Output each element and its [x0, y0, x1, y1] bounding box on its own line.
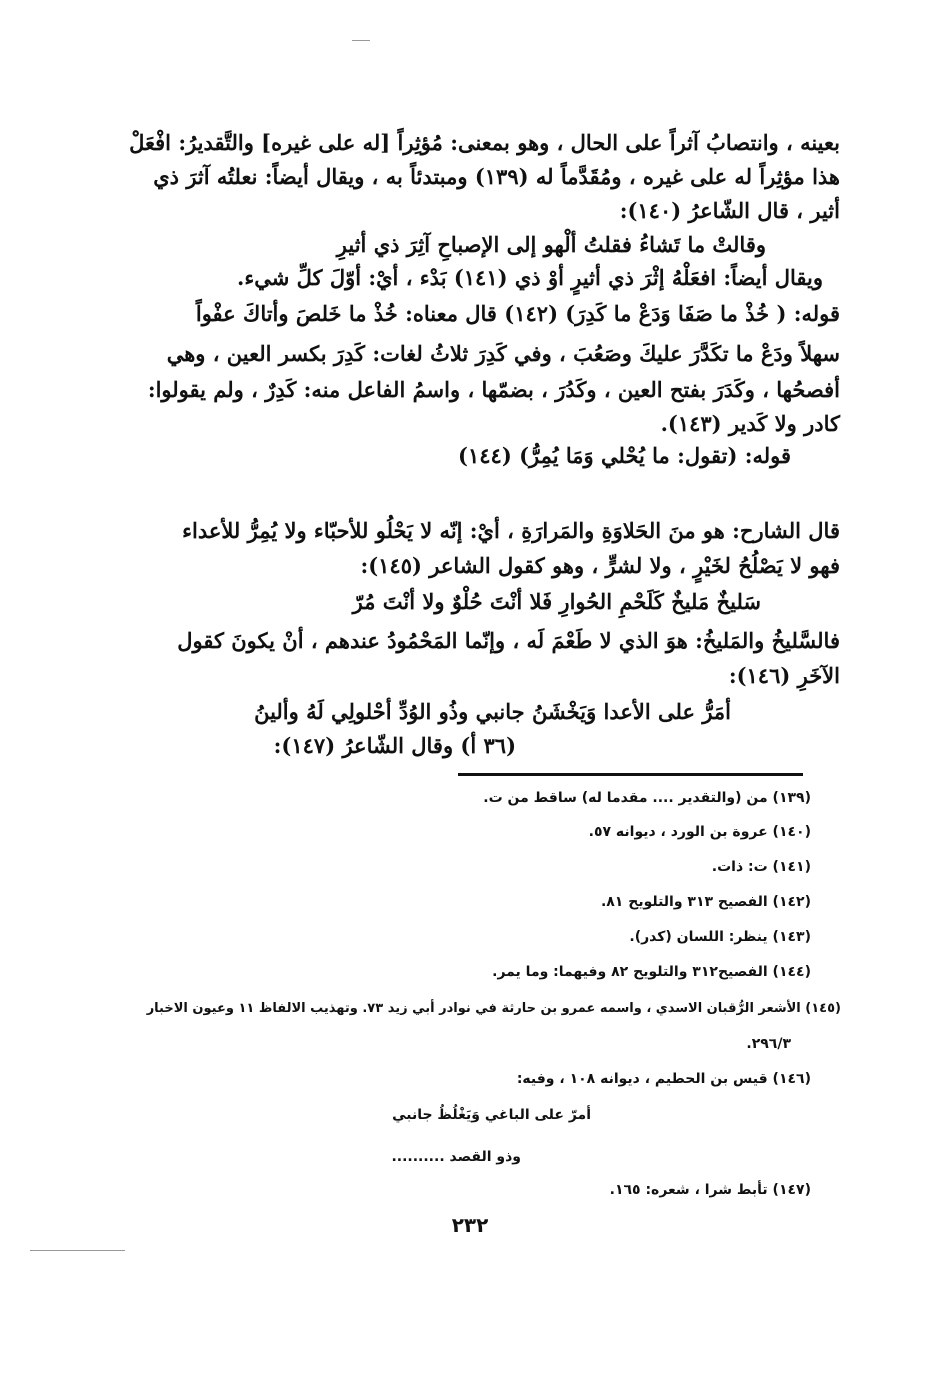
verse-2: سَليخٌ مَليخٌ كَلَحْمِ الحُوارِ فَلا أنْتَ حُلْوٌ ولا أنْتَ مُرّ: [352, 589, 761, 614]
text-line-15: الآخَرِ (١٤٦):: [728, 663, 840, 688]
footnote-146: (١٤٦) قيس بن الحطيم ، ديوانه ١٠٨ ، وفيه:: [516, 1071, 811, 1087]
text-line-3: أثير ، قال الشّاعرُ (١٤٠):: [619, 198, 840, 223]
footnote-139: (١٣٩) من (والتقدير .... مقدما له) ساقط من ت.: [483, 790, 811, 806]
scan-mark-top: [352, 40, 370, 41]
footnote-140: (١٤٠) عروة بن الورد ، ديوانه ٥٧.: [588, 824, 811, 840]
text-line-1: بعينه ، وانتصابُ آثراً على الحال ، وهو بمعنى: مُؤثِراً [له على غيره] والتَّقديرُ: افْعَلْ: [129, 130, 840, 155]
footnote-146-verse-1: أمرّ على الباغي وَيَغْلُظُ جانبي: [392, 1107, 591, 1123]
footnote-separator: [458, 773, 803, 776]
footnote-145: (١٤٥) الأشعر الرُّقبان الاسدي ، واسمه عمرو بن حارثة في نوادر أبي زيد ٧٣. وتهذيب الالفاظ ١١ وعيون الاخبار: [146, 1001, 841, 1016]
footnote-145-cont: ٢٩٦/٣.: [746, 1036, 791, 1052]
text-line-10: قوله: (تقول: ما يُحْلي وَمَا يُمِرُّ) (١٤٤): [458, 443, 791, 468]
page-number: ٢٣٢: [451, 1213, 489, 1237]
verse-1: وقالتْ ما تَشاءُ فقلتُ ألْهو إلى الإصباحِ آثِرَ ذي أثيرِ: [336, 232, 766, 257]
text-line-8: أفصحُها ، وكَدَرَ بفتح العين ، وكَدُرَ ، بضمّها ، واسمُ الفاعل منه: كَدِرٌ ، ولم يقولوا:: [147, 377, 840, 402]
scan-mark-bottom-left: [30, 1250, 125, 1251]
text-line-12: فهو لا يَصْلُحُ لخَيْرٍ ، ولا لشرٍّ ، وهو كقول الشاعر (١٤٥):: [360, 553, 840, 578]
text-line-9: كادر ولا كَدير (١٤٣).: [660, 411, 840, 436]
verse-3: أمَرُّ على الأعدا وَيَخْشَنُ جانبي وذُو الوُدِّ أحْلولِي لَهُ وألينُ: [254, 699, 731, 724]
text-line-7: سهلاً ودَعْ ما تكَدَّرَ عليكَ وصَعُبَ ، وفي كَدِرَ ثلاثُ لغات: كَدِرَ بكسر العين ، وهي: [166, 341, 840, 366]
text-line-14: فالسَّليخُ والمَليخُ: هوَ الذي لا طَعْمَ لَه ، وإنّما المَحْمُودُ عندهم ، أنْ يكونَ كقول: [177, 628, 840, 653]
text-line-11: قال الشارح: هو منَ الحَلاوَةِ والمَرارَةِ ، أيْ: إنّه لا يَحْلُو للأحبّاء ولا يُمِرُّ للأعداء: [182, 518, 840, 543]
text-line-6: قوله: ( خُذْ ما صَفَا وَدَعْ ما كَدِرَ) (١٤٢) قال معناه: خُذْ ما خَلصَ وأتاكَ عفْواً: [195, 301, 840, 326]
footnote-143: (١٤٣) ينظر: اللسان (كدر).: [629, 929, 811, 945]
footnote-147: (١٤٧) تأبط شرا ، شعره: ١٦٥.: [609, 1182, 811, 1198]
footnote-146-verse-2: وذو القصد ..........: [391, 1149, 521, 1165]
text-line-2: هذا مؤثِراً له على غيره ، ومُقَدَّماً له (١٣٩) ومبتدئاً به ، ويقال أيضاً: نعلتُه آثرَ ذي: [153, 164, 840, 189]
text-line-17: (٣٦ أ) وقال الشّاعرُ (١٤٧):: [273, 733, 516, 758]
text-line-5: ويقال أيضاً: افعَلْهُ إثْرَ ذي أثيرٍ أوْ ذي (١٤١) بَدْء ، أيْ: أوّلَ كلِّ شيء.: [237, 265, 823, 290]
footnote-142: (١٤٢) الفصيح ٣١٣ والتلويح ٨١.: [600, 894, 811, 910]
footnote-144: (١٤٤) الفصيح٣١٢ والتلويح ٨٢ وفيهما: وما يمر.: [492, 964, 811, 980]
footnote-141: (١٤١) ت: ذات.: [711, 859, 811, 875]
